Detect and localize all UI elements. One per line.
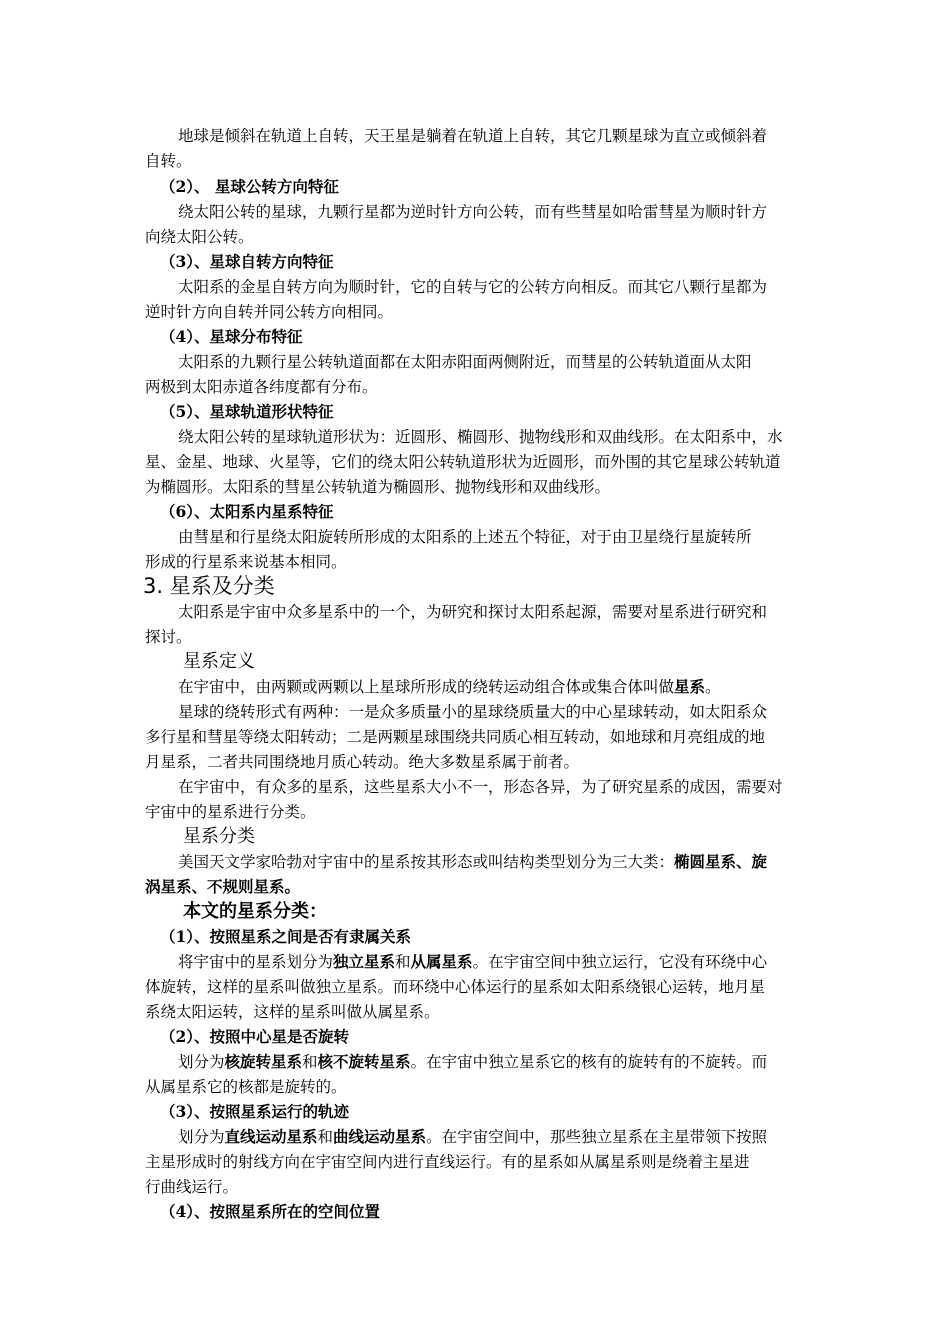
- paragraph-line: 在宇宙中，有众多的星系，这些星系大小不一，形态各异，为了研究星系的成因，需要对: [178, 778, 783, 796]
- subheading-6: （6）、太阳系内星系特征: [160, 502, 334, 521]
- subheading-4: （4）、星球分布特征: [160, 327, 303, 346]
- criterion-1: （1）、按照星系之间是否有隶属关系: [160, 927, 412, 946]
- paragraph-line: 星、金星、地球、火星等，它们的绕太阳公转轨道形状为近圆形，而外围的其它星球公转轨道: [145, 453, 781, 471]
- paragraph-line: 将宇宙中的星系划分为独立星系和从属星系。在宇宙空间中独立运行，它没有环绕中心: [178, 952, 768, 971]
- subheading-5: （5）、星球轨道形状特征: [160, 402, 334, 421]
- paragraph-line: 系绕太阳运转，这样的星系叫做从属星系。: [145, 1003, 440, 1021]
- paragraph-line: 形成的行星系来说基本相同。: [145, 553, 347, 571]
- paragraph-line: 划分为直线运动星系和曲线运动星系。在宇宙空间中，那些独立星系在主星带领下按照: [178, 1127, 768, 1146]
- paragraph-line: 太阳系的九颗行星公转轨道面都在太阳赤阳面两侧附近，而彗星的公转轨道面从太阳: [178, 353, 752, 371]
- subsection-this-paper: 本文的星系分类：: [183, 901, 327, 922]
- section-heading: 3. 星系及分类: [143, 574, 275, 598]
- paragraph-line: 涡星系、不规则星系。: [145, 877, 301, 896]
- paragraph-line: 为椭圆形。太阳系的彗星公转轨道为椭圆形、抛物线形和双曲线形。: [145, 478, 611, 496]
- paragraph-line: 自转。: [145, 152, 192, 170]
- paragraph-line: 美国天文学家哈勃对宇宙中的星系按其形态或叫结构类型划分为三大类：椭圆星系、旋: [178, 852, 768, 871]
- paragraph-line: 由彗星和行星绕太阳旋转所形成的太阳系的上述五个特征，对于由卫星绕行星旋转所: [178, 528, 752, 546]
- paragraph-line: 主星形成时的射线方向在宇宙空间内进行直线运行。有的星系如从属星系则是绕着主星进: [145, 1153, 750, 1171]
- paragraph-line: 行曲线运行。: [145, 1178, 239, 1196]
- paragraph-line: 绕太阳公转的星球轨道形状为：近圆形、椭圆形、抛物线形和双曲线形。在太阳系中，水: [178, 428, 783, 446]
- paragraph-line: 两极到太阳赤道各纬度都有分布。: [145, 378, 378, 396]
- paragraph-line: 逆时针方向自转并同公转方向相同。: [145, 303, 394, 321]
- paragraph-line: 在宇宙中，由两颗或两颗以上星球所形成的绕转运动组合体或集合体叫做星系。: [178, 677, 721, 696]
- paragraph-line: 划分为核旋转星系和核不旋转星系。在宇宙中独立星系它的核有的旋转有的不旋转。而: [178, 1052, 768, 1071]
- criterion-3: （3）、按照星系运行的轨迹: [160, 1102, 350, 1121]
- paragraph-line: 星球的绕转形式有两种：一是众多质量小的星球绕质量大的中心星球转动，如太阳系众: [178, 703, 768, 721]
- criterion-4: （4）、按照星系所在的空间位置: [160, 1202, 381, 1221]
- subsection-classification: 星系分类: [183, 826, 255, 847]
- paragraph-line: 向绕太阳公转。: [145, 228, 254, 246]
- paragraph-line: 多行星和彗星等绕太阳转动；二是两颗星球围绕共同质心相互转动，如地球和月亮组成的地: [145, 728, 766, 746]
- paragraph-line: 太阳系的金星自转方向为顺时针，它的自转与它的公转方向相反。而其它八颗行星都为: [178, 278, 768, 296]
- subsection-definition: 星系定义: [183, 651, 255, 672]
- paragraph-line: 绕太阳公转的星球，九颗行星都为逆时针方向公转，而有些彗星如哈雷彗星为顺时针方: [178, 203, 768, 221]
- subheading-3: （3）、星球自转方向特征: [160, 252, 334, 271]
- paragraph-line: 地球是倾斜在轨道上自转，天王星是躺着在轨道上自转，其它几颗星球为直立或倾斜着: [178, 127, 768, 145]
- subheading-2: （2）、 星球公转方向特征: [160, 177, 339, 196]
- paragraph-line: 月星系，二者共同围绕地月质心转动。绝大多数星系属于前者。: [145, 753, 580, 771]
- paragraph-line: 体旋转，这样的星系叫做独立星系。而环绕中心体运行的星系如太阳系绕银心运转，地月星: [145, 978, 766, 996]
- criterion-2: （2）、按照中心星是否旋转: [160, 1027, 350, 1046]
- paragraph-line: 探讨。: [145, 628, 192, 646]
- paragraph-line: 宇宙中的星系进行分类。: [145, 803, 316, 821]
- paragraph-line: 太阳系是宇宙中众多星系中的一个，为研究和探讨太阳系起源，需要对星系进行研究和: [178, 603, 768, 621]
- paragraph-line: 从属星系它的核都是旋转的。: [145, 1078, 347, 1096]
